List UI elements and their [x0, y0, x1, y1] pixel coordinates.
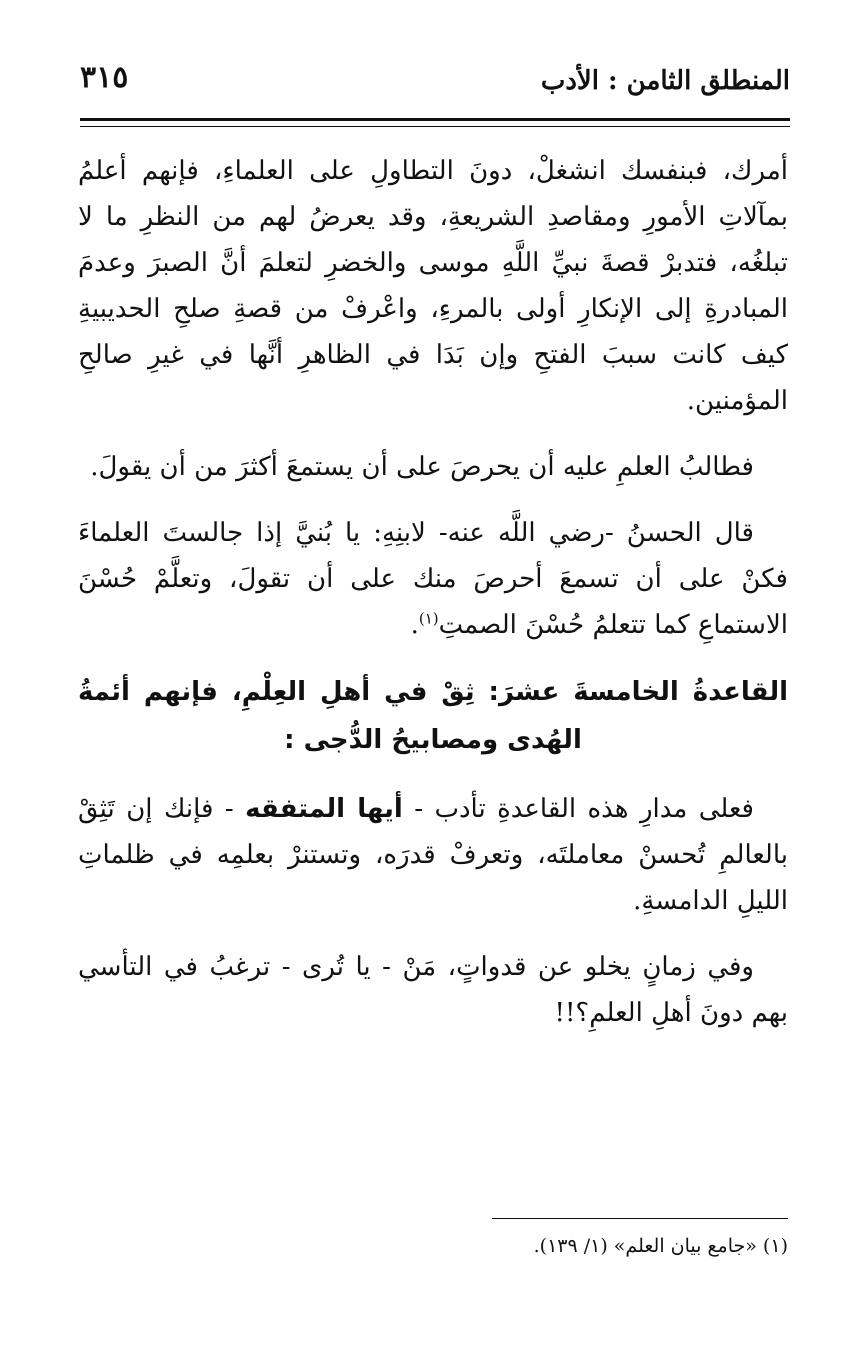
- footnote-marker: (١): [418, 609, 439, 628]
- paragraph-1: أمرك، فبنفسك انشغلْ، دونَ التطاولِ على العلماءِ، فإنهم أعلمُ بمآلاتِ الأمورِ ومقاصدِ الشريعةِ، وقد يعرضُ لهم من النظرِ ما لا تبلغُه، فتدبرْ قصةَ نبيِّ اللَّهِ موسى والخضرِ لتعلمَ أنَّ الصبرَ وعدمَ المبادرةِ إلى الإنكارِ أولى بالمرءِ، واعْرفْ من قصةِ صلحِ الحديبيةِ كيف كانت سببَ الفتحِ وإن بَدَا في الظاهرِ أنَّها في غيرِ صالحِ المؤمنين.: [78, 156, 788, 416]
- running-head: المنطلق الثامن : الأدب: [540, 66, 790, 96]
- paragraph-4-after: - فإنك إن تَثِقْ بالعالمِ تُحسنْ معاملتَه، وتعرفْ قدرَه، وتستنرْ بعلمِه في ظلماتِ الليلِ الدامسةِ.: [78, 794, 788, 916]
- paragraph-4-before: فعلى مدارِ هذه القاعدةِ تأدب -: [402, 794, 754, 824]
- paragraph-5: وفي زمانٍ يخلو عن قدواتٍ، مَنْ - يا تُرى - ترغبُ في التأسي بهم دونَ أهلِ العلمِ؟!!: [78, 952, 788, 1028]
- footnote-rule: [492, 1218, 788, 1219]
- paragraph-3-end: .: [410, 610, 419, 640]
- paragraph-4: [78, 786, 788, 924]
- header-rule-thick: [80, 118, 790, 121]
- footnote: (١) «جامع بيان العلم» (١/ ١٣٩).: [533, 1235, 788, 1257]
- paragraph-4-emphasis: أيها المتفقه: [245, 794, 403, 824]
- header-rule-thin: [80, 126, 790, 127]
- paragraph-2: فطالبُ العلمِ عليه أن يحرصَ على أن يستمعَ أكثرَ من أن يقولَ.: [90, 452, 754, 482]
- paragraph-3-text: قال الحسنُ -رضي اللَّه عنه- لابنِهِ: يا بُنيَّ إذا جالستَ العلماءَ فكنْ على أن تسمعَ أحرصَ منك على أن تقولَ، وتعلَّمْ حُسْنَ الاستماعِ كما تتعلمُ حُسْنَ الصمتِ: [78, 518, 788, 640]
- page-header: [80, 60, 790, 100]
- rule-heading: القاعدةُ الخامسةَ عشرَ: ثِقْ في أهلِ العِلْمِ، فإنهم أئمةُ الهُدى ومصابيحُ الدُّجى :: [78, 677, 788, 755]
- paragraph-3: [78, 510, 788, 648]
- body-text: [78, 148, 788, 1056]
- page-number: ٣١٥: [80, 60, 129, 95]
